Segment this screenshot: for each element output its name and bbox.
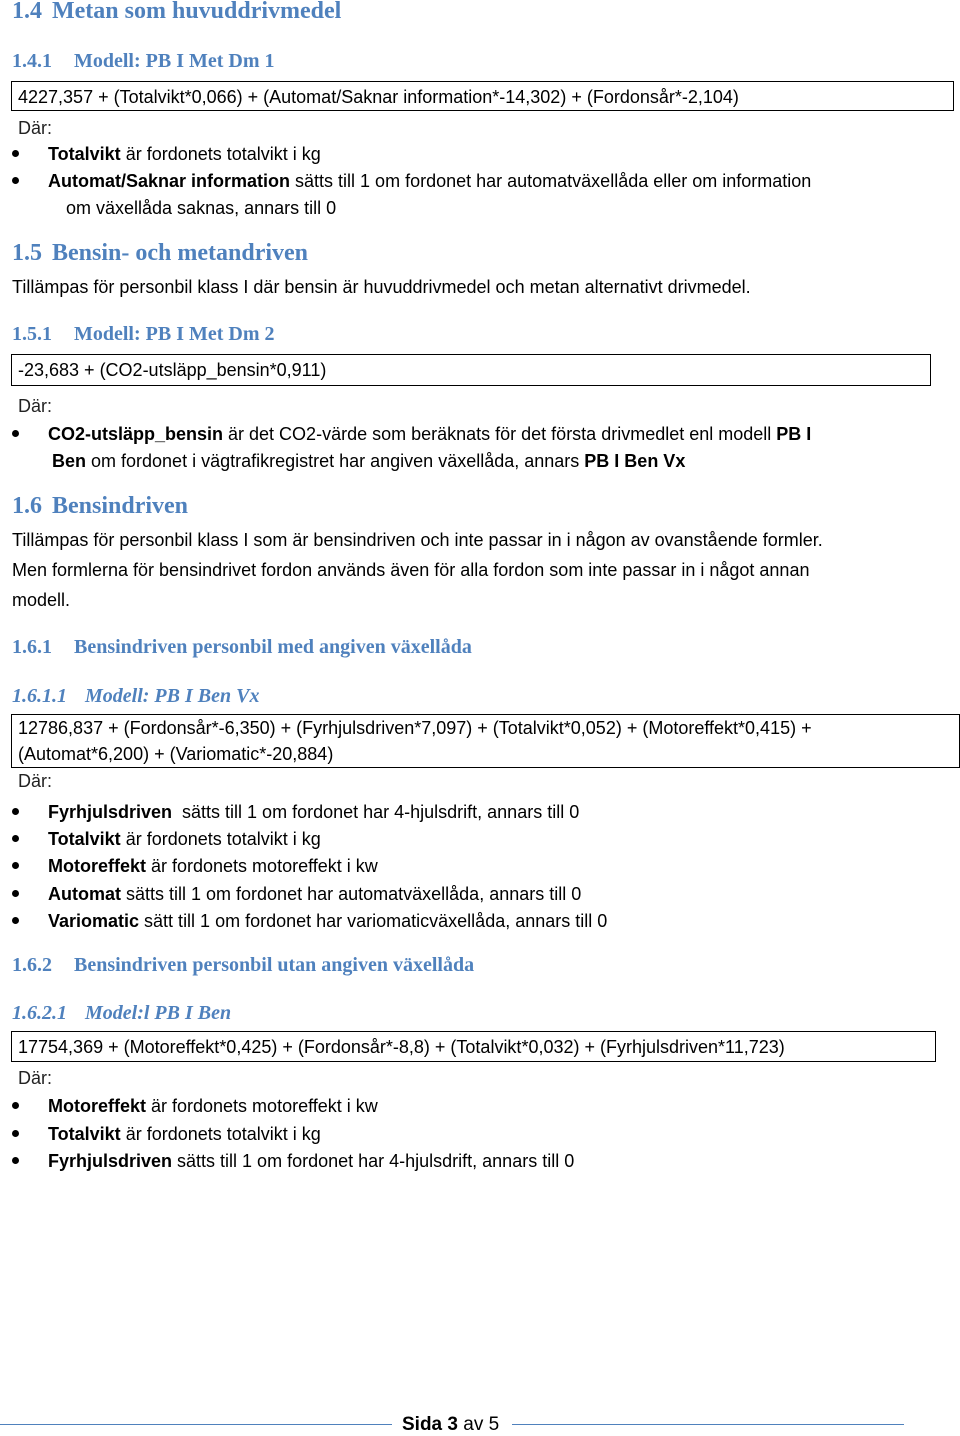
section-number: 1.6.2 [12, 954, 52, 976]
term: Variomatic [48, 911, 140, 931]
dar-label: Där: [18, 396, 53, 416]
paragraph: Tillämpas för personbil klass I som är bensindriven och inte passar in i någon av ovanstående formler. [12, 530, 823, 550]
formula-text: -23,683 + (CO2-utsläpp_bensin*0,911) [18, 360, 327, 380]
section-number: 1.5.1 [12, 323, 52, 345]
term: Totalvikt [48, 1124, 121, 1144]
term: CO2-utsläpp_bensin [48, 424, 224, 444]
list-item [48, 1093, 378, 1120]
section-title: Modell: PB I Met Dm 1 [74, 50, 275, 72]
section-number: 1.6 [12, 493, 42, 519]
list-item [48, 141, 321, 168]
term-description: är fordonets totalvikt i kg [120, 829, 321, 849]
list-item [48, 853, 378, 880]
page-label: Sida [402, 1414, 443, 1435]
term: Fyrhjulsdriven [48, 802, 173, 822]
bullet-icon [12, 150, 19, 157]
term-description: sätts till 1 om fordonet har automatväxellåda eller om information [290, 171, 812, 191]
bullet-icon [12, 835, 19, 842]
paragraph: modell. [12, 590, 71, 610]
section-title: Modell: PB I Met Dm 2 [74, 323, 275, 345]
term-description: sätts till 1 om fordonet har 4-hjulsdrift, annars till 0 [172, 802, 580, 822]
term: Ben [52, 451, 87, 471]
list-item [48, 1148, 574, 1175]
section-title: Model:l PB I Ben [85, 1002, 232, 1024]
term-description: är det CO2-värde som beräknats för det första drivmedlet enl modell [223, 424, 777, 444]
total-pages: 5 [488, 1414, 500, 1435]
heading-1-6-2-1 [12, 1002, 231, 1025]
term: Totalvikt [48, 829, 121, 849]
section-number: 1.5 [12, 240, 42, 266]
bullet-icon [12, 890, 19, 897]
heading-1-6 [12, 493, 188, 520]
term-description: sätt till 1 om fordonet har variomaticväxellåda, annars till 0 [139, 911, 608, 931]
formula-text: 4227,357 + (Totalvikt*0,066) + (Automat/Saknar information*-14,302) + (Fordonsår*-2,104) [18, 87, 739, 107]
term: PB I Ben Vx [584, 451, 686, 471]
list-item [48, 1121, 321, 1148]
page-number [402, 1414, 499, 1436]
section-title: Bensindriven personbil med angiven växellåda [74, 636, 472, 658]
heading-1-5 [12, 240, 308, 267]
list-item [48, 421, 811, 448]
list-item [48, 799, 579, 826]
section-title: Bensindriven [52, 493, 189, 519]
formula-box-2 [11, 354, 931, 386]
term-description: sätts till 1 om fordonet har automatväxellåda, annars till 0 [121, 884, 582, 904]
section-intro: Tillämpas för personbil klass I där bensin är huvuddrivmedel och metan alternativt drivmedel. [12, 277, 751, 297]
list-item [48, 881, 581, 908]
term-description: om fordonet i vägtrafikregistret har angiven växellåda, annars [86, 451, 585, 471]
formula-text: 12786,837 + (Fordonsår*-6,350) + (Fyrhjulsdriven*7,097) + (Totalvikt*0,052) + (Motoreffekt*0,415) + [18, 718, 812, 738]
formula-box-1 [11, 81, 954, 111]
bullet-icon [12, 1130, 19, 1137]
page-of-label: av [463, 1414, 484, 1435]
section-title: Metan som huvuddrivmedel [52, 0, 342, 24]
list-item-continuation [52, 448, 685, 475]
current-page: 3 [447, 1414, 458, 1435]
term: Automat [48, 884, 121, 904]
formula-box-3 [11, 714, 960, 768]
heading-1-5-1 [12, 323, 275, 346]
term-description: sätts till 1 om fordonet har 4-hjulsdrift, annars till 0 [172, 1151, 575, 1171]
heading-1-6-1-1 [12, 685, 259, 708]
term-description: är fordonets motoreffekt i kw [146, 856, 378, 876]
section-number: 1.4 [12, 0, 42, 24]
dar-label: Där: [18, 1068, 53, 1088]
term: Automat/Saknar information [48, 171, 291, 191]
dar-label: Där: [18, 771, 53, 791]
section-title: Bensindriven personbil utan angiven växellåda [74, 954, 475, 976]
list-item [48, 908, 607, 935]
footer-rule-left [0, 1424, 392, 1425]
term: Totalvikt [48, 144, 121, 164]
section-number: 1.6.1 [12, 636, 52, 658]
section-title: Bensin- och metandriven [52, 240, 309, 266]
term-description: är fordonets totalvikt i kg [120, 1124, 321, 1144]
formula-box-4 [11, 1031, 936, 1062]
paragraph: Men formlerna för bensindrivet fordon används även för alla fordon som inte passar in i något annan [12, 560, 810, 580]
list-item-continuation: om växellåda saknas, annars till 0 [66, 198, 337, 218]
list-item [48, 826, 321, 853]
bullet-icon [12, 430, 19, 437]
section-number: 1.6.1.1 [12, 685, 67, 707]
dar-label: Där: [18, 118, 53, 138]
bullet-icon [12, 1157, 19, 1164]
term: Fyrhjulsdriven [48, 1151, 173, 1171]
heading-1-6-2 [12, 954, 474, 977]
heading-1-4 [12, 0, 341, 25]
formula-text: 17754,369 + (Motoreffekt*0,425) + (Fordonsår*-8,8) + (Totalvikt*0,032) + (Fyrhjulsdriven*11,723) [18, 1037, 785, 1057]
section-number: 1.6.2.1 [12, 1002, 67, 1024]
formula-text: (Automat*6,200) + (Variomatic*-20,884) [18, 744, 334, 764]
bullet-icon [12, 808, 19, 815]
term: PB I [776, 424, 812, 444]
bullet-icon [12, 862, 19, 869]
term-description: är fordonets totalvikt i kg [120, 144, 321, 164]
term: Motoreffekt [48, 1096, 146, 1116]
section-number: 1.4.1 [12, 50, 52, 72]
term: Motoreffekt [48, 856, 146, 876]
heading-1-4-1 [12, 50, 275, 73]
list-item [48, 168, 811, 195]
term-description: är fordonets motoreffekt i kw [146, 1096, 378, 1116]
heading-1-6-1 [12, 636, 472, 659]
section-title: Modell: PB I Ben Vx [85, 685, 260, 707]
bullet-icon [12, 917, 19, 924]
footer-rule-right [512, 1424, 904, 1425]
bullet-icon [12, 177, 19, 184]
bullet-icon [12, 1102, 19, 1109]
